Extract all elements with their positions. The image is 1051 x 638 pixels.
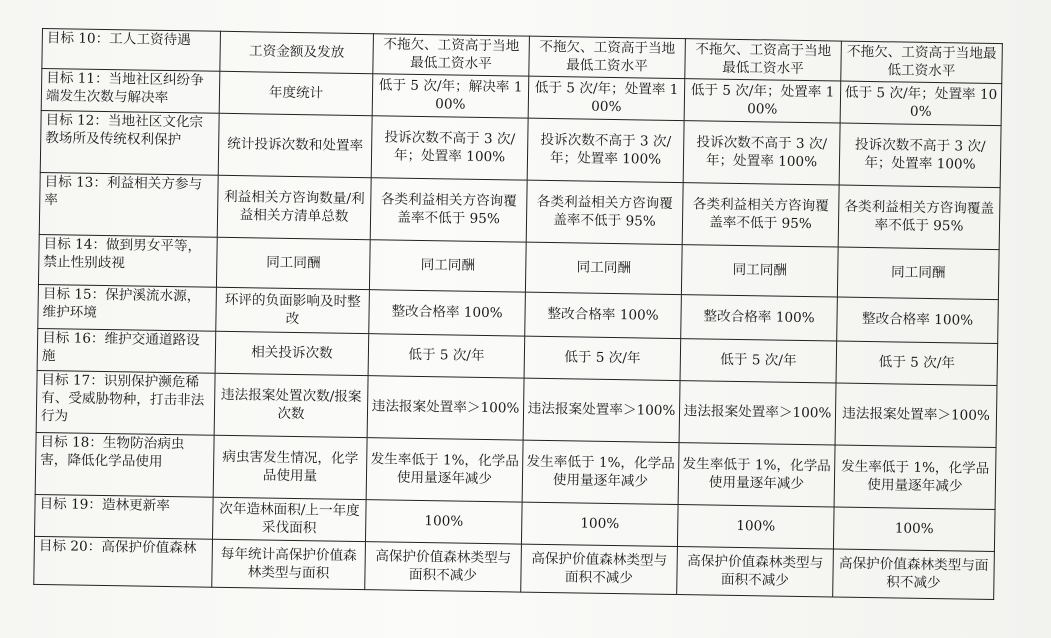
goal-cell: 目标 10：工人工资待遇: [42, 29, 221, 72]
target-cell: 整改合格率 100%: [525, 292, 682, 338]
target-cell: 投诉次数不高于 3 次/年；处置率 100%: [683, 121, 840, 185]
target-cell: 违法报案处置率＞100%: [523, 378, 680, 442]
target-cell: 不拖欠、工资高于当地最低工资水平: [529, 36, 686, 78]
metric-cell: 利益相关方咨询数量/利益相关方清单总数: [217, 175, 371, 239]
target-cell: 高保护价值森林类型与面积不减少: [521, 544, 678, 594]
target-cell: 不拖欠、工资高于当地最低工资水平: [685, 39, 842, 81]
target-cell: 各类利益相关方咨询覆盖率不低于 95%: [526, 180, 683, 244]
goal-cell: 目标 14：做到男女平等，禁止性别歧视: [38, 234, 217, 287]
target-cell: 高保护价值森林类型与面积不减少: [677, 547, 834, 597]
goal-cell: 目标 20：高保护价值森林: [34, 536, 213, 587]
target-cell: 违法报案处置率＞100%: [367, 376, 524, 440]
goal-cell: 目标 11：当地社区纠纷争端发生次数与解决率: [41, 69, 220, 114]
target-cell: 100%: [521, 502, 678, 546]
target-cell: 同工同酬: [681, 245, 838, 297]
target-cell: 100%: [677, 505, 834, 549]
target-cell: 低于 5 次/年；处置率 100%: [528, 76, 685, 120]
metric-cell: 工资金额及发放: [220, 31, 374, 73]
target-cell: 违法报案处置率＞100%: [679, 381, 836, 445]
target-cell: 违法报案处置率＞100%: [835, 383, 997, 448]
metric-cell: 次年造林面积/上一年度采伐面积: [212, 497, 366, 541]
target-cell: 各类利益相关方咨询覆盖率不低于 95%: [838, 185, 1000, 250]
target-cell: 高保护价值森林类型与面积不减少: [833, 549, 995, 600]
target-cell: 发生率低于 1%，化学品使用量逐年减少: [522, 440, 679, 504]
target-cell: 整改合格率 100%: [681, 295, 838, 341]
target-cell: 投诉次数不高于 3 次/年；处置率 100%: [371, 116, 528, 180]
target-cell: 投诉次数不高于 3 次/年；处置率 100%: [839, 123, 1001, 188]
metric-cell: 每年统计高保护价值森林类型与面积: [212, 539, 366, 589]
target-cell: 100%: [365, 500, 522, 544]
metric-cell: 统计投诉次数和处置率: [218, 113, 372, 177]
target-cell: 低于 5 次/年；处置率 100%: [684, 79, 841, 123]
target-cell: 整改合格率 100%: [837, 297, 999, 344]
target-cell: 同工同酬: [837, 247, 999, 300]
goal-cell: 目标 19：造林更新率: [35, 494, 214, 539]
target-cell: 不拖欠、工资高于当地最低工资水平: [841, 41, 1003, 84]
metric-cell: 病虫害发生情况，化学品使用量: [213, 435, 367, 499]
target-cell: 发生率低于 1%，化学品使用量逐年减少: [366, 438, 523, 502]
target-cell: 整改合格率 100%: [369, 290, 526, 336]
target-cell: 高保护价值森林类型与面积不减少: [365, 542, 522, 592]
target-cell: 各类利益相关方咨询覆盖率不低于 95%: [370, 178, 527, 242]
metric-cell: 相关投诉次数: [215, 331, 369, 375]
goal-cell: 目标 13：利益相关方参与率: [39, 172, 218, 237]
target-cell: 低于 5 次/年；处置率 100%: [840, 81, 1002, 126]
target-cell: 同工同酬: [369, 240, 526, 292]
metric-cell: 违法报案处置次数/报案次数: [214, 373, 368, 437]
metric-cell: 年度统计: [219, 71, 373, 115]
goal-cell: 目标 12：当地社区文化宗教场所及传统权利保护: [40, 110, 219, 175]
target-cell: 发生率低于 1%，化学品使用量逐年减少: [834, 445, 996, 510]
metric-cell: 同工同酬: [216, 237, 370, 289]
target-cell: 100%: [833, 507, 995, 552]
metric-cell: 环评的负面影响及时整改: [216, 287, 370, 333]
targets-table: [33, 28, 1003, 600]
target-cell: 低于 5 次/年: [680, 339, 837, 383]
target-cell: 发生率低于 1%，化学品使用量逐年减少: [678, 443, 835, 507]
target-cell: 同工同酬: [525, 242, 682, 294]
goal-cell: 目标 16：维护交通道路设施: [37, 328, 216, 373]
target-cell: 投诉次数不高于 3 次/年；处置率 100%: [527, 118, 684, 182]
goal-cell: 目标 17：识别保护濒危稀有、受威胁物种，打击非法行为: [36, 370, 215, 435]
goal-cell: 目标 18：生物防治病虫害，降低化学品使用: [35, 432, 214, 497]
target-cell: 低于 5 次/年: [524, 336, 681, 380]
target-cell: 低于 5 次/年: [836, 341, 998, 386]
target-cell: 低于 5 次/年；解决率 100%: [372, 74, 529, 118]
target-cell: 不拖欠、工资高于当地最低工资水平: [373, 34, 530, 76]
target-cell: 各类利益相关方咨询覆盖率不低于 95%: [682, 183, 839, 247]
goal-cell: 目标 15：保护溪流水源，维护环境: [38, 284, 217, 331]
target-cell: 低于 5 次/年: [368, 334, 525, 378]
